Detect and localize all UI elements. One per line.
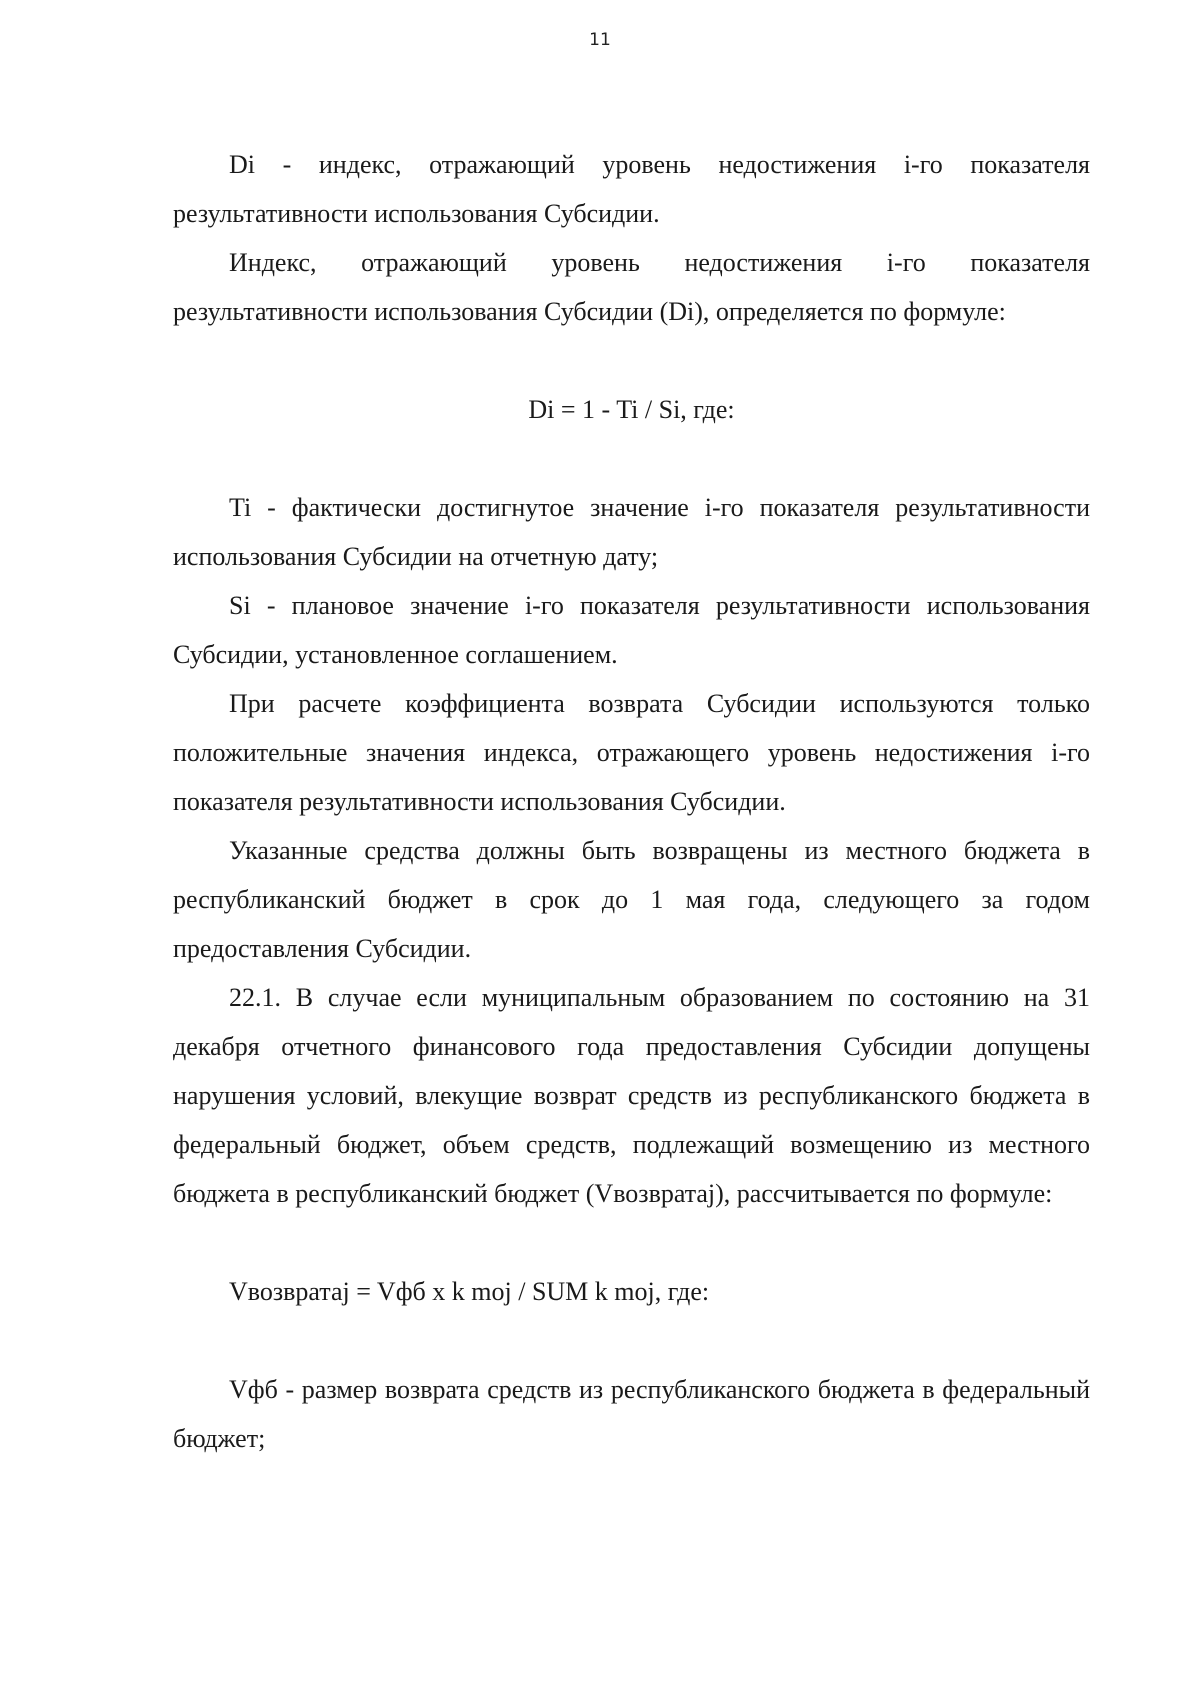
page-number: 11 <box>589 30 611 50</box>
formula-v-return: Vвозвратаj = Vфб x k moj / SUM k moj, где: <box>229 1277 710 1306</box>
paragraph-positive-values: При расчете коэффициента возврата Субсидии используются только положительные значения индекса, отражающего уровень недостижения i-го показателя результативности использования Субсидии. <box>173 689 1090 816</box>
paragraph-vfb-definition: Vфб - размер возврата средств из республиканского бюджета в федеральный бюджет; <box>173 1375 1090 1453</box>
paragraph-return-deadline: Указанные средства должны быть возвращены из местного бюджета в республиканский бюджет в срок до 1 мая года, следующего за годом предоставления Субсидии. <box>173 836 1090 963</box>
paragraph-di-definition: Di - индекс, отражающий уровень недостижения i-го показателя результативности использования Субсидии. <box>173 150 1090 228</box>
paragraph-si-definition: Si - плановое значение i-го показателя результативности использования Субсидии, установленное соглашением. <box>173 591 1090 669</box>
paragraph-22-1: 22.1. В случае если муниципальным образованием по состоянию на 31 декабря отчетного финансового года предоставления Субсидии допущены нарушения условий, влекущие возврат средств из республиканского бюджета в федеральный бюджет, объем средств, подлежащий возмещению из местного бюджета в республиканский бюджет (Vвозвратаj), рассчитывается по формуле: <box>173 983 1090 1208</box>
formula-di: Di = 1 - Ti / Si, где: <box>528 395 735 424</box>
paragraph-ti-definition: Ti - фактически достигнутое значение i-го показателя результативности использования Субсидии на отчетную дату; <box>173 493 1090 571</box>
document-body <box>173 140 1090 1463</box>
paragraph-index-intro: Индекс, отражающий уровень недостижения i-го показателя результативности использования Субсидии (Di), определяется по формуле: <box>173 248 1090 326</box>
